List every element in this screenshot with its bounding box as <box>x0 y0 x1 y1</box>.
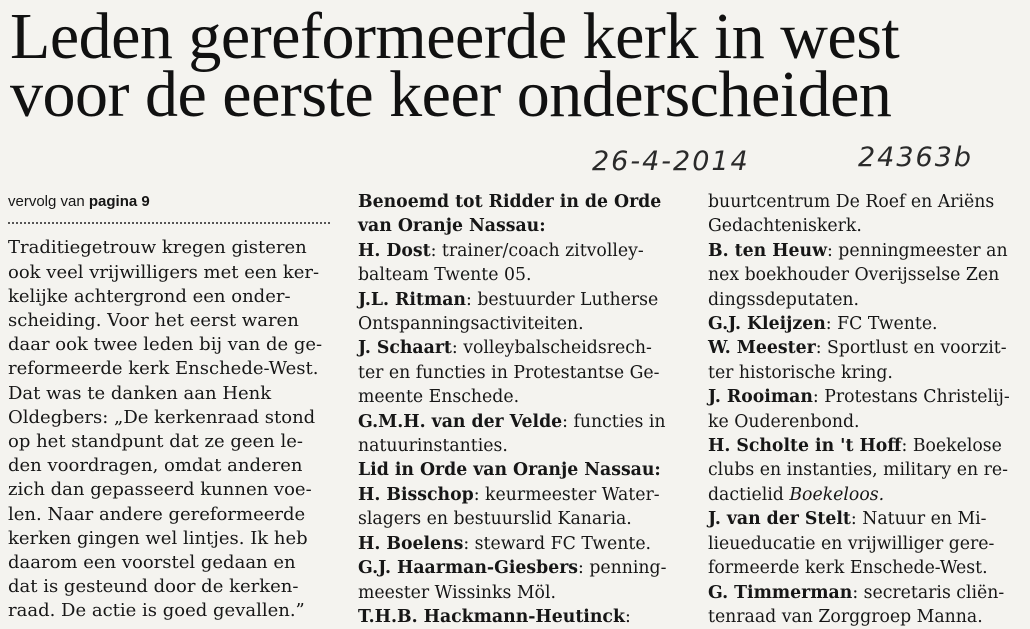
honors-line <box>358 507 688 531</box>
article-line: daar ook twee leden bij van de ge- <box>8 334 323 356</box>
article-line: kerken gingen wel lintjes. Ik heb <box>8 527 308 549</box>
recipient-description: : volleybalscheidsrech- <box>451 338 652 359</box>
honors-line <box>358 483 688 507</box>
recipient-description: lieueducatie en vrijwilliger gere- <box>708 533 995 554</box>
recipient-description: : Natuur en Mi- <box>850 509 987 530</box>
recipient-name: H. Bisschop <box>358 484 474 505</box>
honors-line <box>358 361 688 385</box>
article-body <box>8 236 330 623</box>
article-line: Dat was te danken aan Henk <box>8 382 272 404</box>
honors-line <box>358 434 688 458</box>
recipient-description: tenraad van Zorggroep Manna. <box>708 606 983 627</box>
recipient-description: : FC Twente. <box>825 314 938 335</box>
honors-line <box>708 458 1030 482</box>
honors-line <box>358 288 688 312</box>
article-line: den voordragen, omdat anderen <box>8 455 303 477</box>
recipient-description: slagers en bestuurslid Kanaria. <box>358 509 632 530</box>
recipient-description: balteam Twente 05. <box>358 265 532 286</box>
recipient-name: G.M.H. van der Velde <box>358 411 563 432</box>
honors-line <box>358 532 688 556</box>
honors-line <box>708 361 1030 385</box>
article-line: raad. De actie is goed gevallen.” <box>8 600 305 622</box>
recipient-name: Benoemd tot Ridder in de Orde <box>358 192 662 212</box>
honors-line <box>708 312 1030 336</box>
honors-line <box>708 214 1030 238</box>
recipient-name: J. Rooiman <box>708 387 813 408</box>
recipient-description: clubs en instanties, military en re- <box>708 460 1008 481</box>
honors-line <box>358 556 688 580</box>
recipient-name: G.J. Haarman-Giesbers <box>358 558 579 579</box>
recipient-description: nex boekhouder Overijsselse Zen <box>708 265 1000 286</box>
honors-line <box>358 312 688 336</box>
article-column-3 <box>708 190 1030 629</box>
headline-line-2: voor de eerste keer onderscheiden <box>10 58 892 131</box>
honors-line <box>358 190 688 214</box>
recipient-description: Gedachteniskerk. <box>708 216 862 237</box>
recipient-name: J.L. Ritman <box>358 289 466 310</box>
honors-line <box>708 288 1030 312</box>
recipient-description: : bestuurder Lutherse <box>466 289 659 310</box>
handwritten-archive-number: 24363b <box>858 142 974 173</box>
recipient-description: buurtcentrum De Roef en Ariëns <box>708 192 995 212</box>
recipient-description: : trainer/coach zitvolley- <box>430 240 644 261</box>
honors-line <box>708 190 1030 214</box>
recipient-name: J. Schaart <box>358 338 452 359</box>
handwritten-date: 26-4-2014 <box>592 146 750 177</box>
recipient-name: H. Scholte in 't Hoff <box>708 436 902 457</box>
honors-line <box>708 605 1030 629</box>
article-line: daarom een voorstel gedaan en <box>8 552 296 574</box>
honors-line <box>358 239 688 263</box>
recipient-description: ter historische kring. <box>708 362 893 383</box>
honors-line <box>708 263 1030 287</box>
continued-prefix: vervolg van <box>8 193 89 210</box>
honors-line <box>708 336 1030 360</box>
recipient-description: : penningmeester an <box>826 240 1008 261</box>
recipient-description: : functies in <box>562 411 666 432</box>
article-line: reformeerde kerk Enschede-West. <box>8 358 319 380</box>
recipient-description: : keurmeester Water- <box>473 484 660 505</box>
article-line: dat is gesteund door de kerken- <box>8 576 299 598</box>
headline <box>10 0 1022 131</box>
honors-line <box>708 434 1030 458</box>
recipient-description: dactielid <box>708 484 790 505</box>
recipient-description: ke Ouderenbond. <box>708 411 860 432</box>
article-line: Traditiegetrouw kregen gisteren <box>8 237 307 259</box>
article-line: zich dan gepasseerd kunnen voe- <box>8 479 312 501</box>
recipient-description: meester Wissinks Möl. <box>358 582 556 603</box>
honors-line <box>708 507 1030 531</box>
recipient-description: dingssdeputaten. <box>708 289 860 310</box>
recipient-description: : secretaris cliën- <box>852 582 1005 603</box>
honors-line <box>358 336 688 360</box>
recipient-name: Lid in Orde van Oranje Nassau: <box>358 460 661 481</box>
recipient-name: W. Meester <box>708 338 816 359</box>
continued-page: pagina 9 <box>88 193 150 210</box>
recipient-description: : Protestans Christelij- <box>812 387 1010 408</box>
recipient-description: ter en functies in Protestantse Ge- <box>358 362 660 383</box>
honors-line <box>708 532 1030 556</box>
article-line: op het standpunt dat ze geen le- <box>8 431 303 453</box>
article-line: Oldegbers: „De kerkenraad stond <box>8 406 316 428</box>
recipient-description: : penning- <box>578 558 667 579</box>
article-column-2 <box>358 190 688 629</box>
recipient-description: meente Enschede. <box>358 387 520 408</box>
article-column-1 <box>8 190 330 624</box>
honors-line <box>358 263 688 287</box>
honors-line <box>708 483 1030 507</box>
article-line: ook veel vrijwilligers met een ker- <box>8 261 320 283</box>
continued-from-line <box>8 190 330 224</box>
publication-title: Boekeloos. <box>789 484 885 505</box>
honors-line <box>708 239 1030 263</box>
recipient-name: T.H.B. Hackmann-Heutinck <box>358 606 625 627</box>
headline-line-1: Leden gereformeerde kerk in west <box>10 0 900 73</box>
article-line: kelijke achtergrond een onder- <box>8 285 291 307</box>
honors-line <box>708 581 1030 605</box>
honors-line <box>358 410 688 434</box>
recipient-name: J. van der Stelt <box>708 509 851 530</box>
recipient-name: G.J. Kleijzen <box>708 314 826 335</box>
recipient-name: H. Boelens <box>358 533 464 554</box>
recipient-name: B. ten Heuw <box>708 240 827 261</box>
honors-line <box>708 556 1030 580</box>
honors-line <box>358 605 688 629</box>
recipient-description: : Boekelose <box>901 436 1002 457</box>
honors-line <box>358 385 688 409</box>
honors-line <box>358 581 688 605</box>
recipient-name: H. Dost <box>358 240 431 261</box>
honors-line <box>358 458 688 482</box>
recipient-description: : Sportlust en voorzit- <box>815 338 1007 359</box>
article-line: len. Naar andere gereformeerde <box>8 503 306 525</box>
honors-line <box>358 214 688 238</box>
article-line: scheiding. Voor het eerst waren <box>8 310 299 332</box>
recipient-description: : <box>624 606 631 627</box>
recipient-description: Ontspanningsactiviteiten. <box>358 314 584 335</box>
recipient-description: : steward FC Twente. <box>463 533 652 554</box>
recipient-description: natuurinstanties. <box>358 436 508 457</box>
honors-line <box>708 410 1030 434</box>
recipient-name: G. Timmerman <box>708 582 853 603</box>
recipient-name: van Oranje Nassau: <box>358 216 546 237</box>
honors-line <box>708 385 1030 409</box>
recipient-description: formeerde kerk Enschede-West. <box>708 558 988 579</box>
